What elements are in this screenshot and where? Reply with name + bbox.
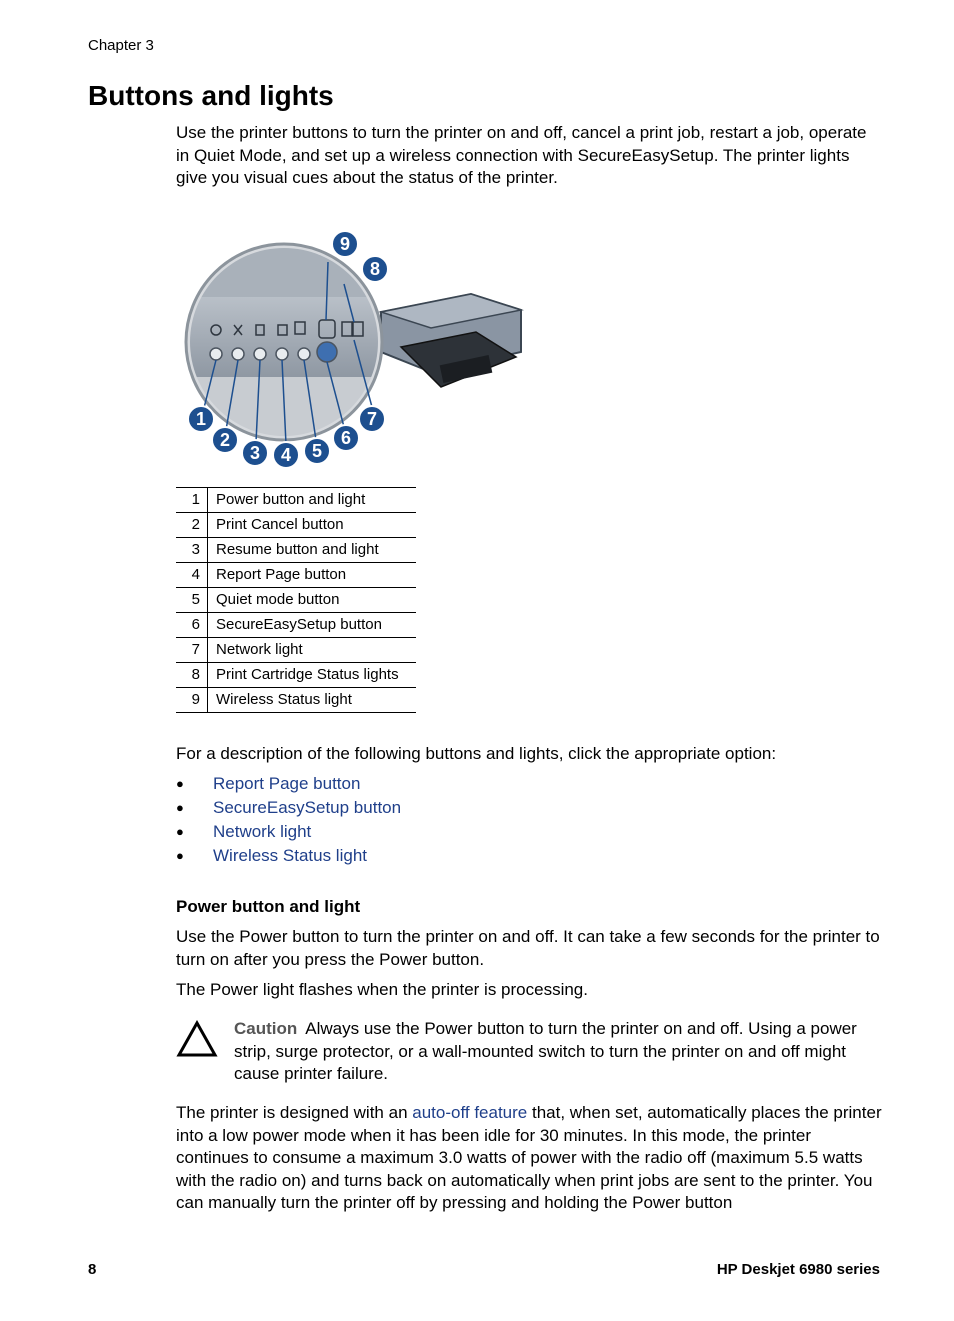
- auto-off-link[interactable]: auto-off feature: [412, 1103, 528, 1122]
- list-item: ● SecureEasySetup button: [176, 796, 401, 820]
- table-row: [176, 488, 416, 513]
- callout-9: [332, 231, 358, 257]
- svg-text:9: 9: [339, 234, 351, 254]
- page-title: Buttons and lights: [88, 80, 334, 111]
- caution-label: Caution: [234, 1019, 298, 1038]
- table-row: [176, 538, 416, 563]
- caution-text: Always use the Power button to turn the printer on and off. Using a power strip, surge protector, or a wall-mounted switch to turn the printer on and off might cause printer failure.: [234, 1019, 857, 1083]
- legend-number: 7: [176, 638, 208, 663]
- svg-text:6: 6: [340, 428, 352, 448]
- svg-text:1: 1: [195, 409, 207, 429]
- chapter-label: Chapter 3: [88, 37, 154, 54]
- legend-label: Network light: [208, 638, 417, 663]
- callout-1: [188, 406, 214, 432]
- svg-text:7: 7: [366, 409, 378, 429]
- callout-8: [362, 256, 388, 282]
- legend-number: 2: [176, 513, 208, 538]
- legend-label: Report Page button: [208, 563, 417, 588]
- legend-number: 4: [176, 563, 208, 588]
- svg-text:8: 8: [369, 259, 381, 279]
- report-page-link[interactable]: Report Page button: [213, 774, 361, 793]
- svg-text:3: 3: [249, 443, 261, 463]
- legend-label: Power button and light: [208, 488, 417, 513]
- legend-number: 5: [176, 588, 208, 613]
- svg-text:4: 4: [280, 445, 292, 465]
- legend-label: Print Cartridge Status lights: [208, 663, 417, 688]
- callout-5: [304, 438, 330, 464]
- network-light-link[interactable]: Network light: [213, 822, 312, 841]
- power-paragraph-1: Use the Power button to turn the printer on and off. It can take a few seconds for the printer to turn on after you press the Power button.: [176, 927, 880, 969]
- table-row: [176, 563, 416, 588]
- legend-label: Quiet mode button: [208, 588, 417, 613]
- power-paragraph-2: The Power light flashes when the printer is processing.: [176, 980, 588, 999]
- table-row: [176, 613, 416, 638]
- legend-label: Print Cancel button: [208, 513, 417, 538]
- table-row: [176, 663, 416, 688]
- product-name: HP Deskjet 6980 series: [716, 1261, 880, 1278]
- list-item: ● Report Page button: [176, 772, 401, 796]
- list-item: ● Network light: [176, 820, 401, 844]
- legend-label: Wireless Status light: [208, 688, 417, 713]
- svg-text:5: 5: [311, 441, 323, 461]
- legend-label: SecureEasySetup button: [208, 613, 417, 638]
- section-heading: Power button and light: [176, 897, 361, 916]
- intro-paragraph: Use the printer buttons to turn the printer on and off, cancel a print job, restart a job, operate in Quiet Mode, and set up a wireless connection with SecureEasySetup. The printer lights give you visual cues about the status of the printer.: [176, 123, 867, 187]
- legend-number: 9: [176, 688, 208, 713]
- options-list: [176, 772, 401, 868]
- legend-number: 8: [176, 663, 208, 688]
- list-item: ● Wireless Status light: [176, 844, 401, 868]
- caution-note: [234, 1018, 884, 1086]
- printer-illustration: [381, 294, 521, 387]
- wireless-status-link[interactable]: Wireless Status light: [213, 846, 367, 865]
- legend-number: 1: [176, 488, 208, 513]
- page-number: 8: [88, 1261, 97, 1278]
- legend-label: Resume button and light: [208, 538, 417, 563]
- callout-4: [273, 442, 299, 468]
- table-row: [176, 688, 416, 713]
- svg-text:2: 2: [219, 430, 231, 450]
- table-row: [176, 638, 416, 663]
- legend-table: [176, 487, 416, 713]
- secureeasysetup-link[interactable]: SecureEasySetup button: [213, 798, 402, 817]
- auto-off-paragraph: The printer is designed with an auto-off feature that, when set, automatically places the printer into a low power mode when it has been idle for 30 minutes. In this mode, the printer continues to consume a maximum 3.0 watts of power with the radio off (maximum 5.5 watts with the radio on) and turns back on automatically when print jobs are sent to the printer. You can manually turn the printer off by pressing and holding the Power button: [176, 1103, 882, 1212]
- callout-3: [242, 440, 268, 466]
- callout-2: [212, 427, 238, 453]
- options-intro: For a description of the following buttons and lights, click the appropriate option:: [176, 744, 777, 763]
- table-row: [176, 513, 416, 538]
- caution-icon: [176, 1020, 218, 1058]
- legend-number: 3: [176, 538, 208, 563]
- printer-panel-figure: [176, 222, 536, 472]
- callout-7: [359, 406, 385, 432]
- legend-number: 6: [176, 613, 208, 638]
- callout-6: [333, 425, 359, 451]
- table-row: [176, 588, 416, 613]
